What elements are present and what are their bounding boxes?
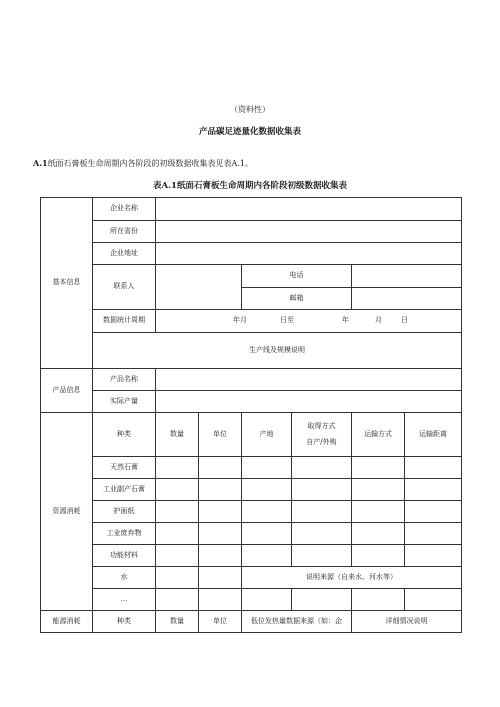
- header-unit: 单位: [199, 413, 242, 457]
- field-email[interactable]: [352, 288, 462, 310]
- energy-header-source: 低位发热量数据来源（如：企: [242, 611, 352, 633]
- label-company-name: 企业名称: [93, 198, 156, 221]
- energy-header-unit: 单位: [199, 611, 242, 633]
- field-period[interactable]: [156, 310, 462, 333]
- table-row: [41, 479, 462, 501]
- field-contact[interactable]: [156, 265, 242, 310]
- label-product-name: 产品名称: [93, 369, 156, 391]
- resource-item-label: 护面纸: [93, 501, 156, 523]
- table-title: 表A.1纸面石膏板生命周期内各阶段初级数据收集表: [153, 181, 347, 191]
- intro-prefix: A.1: [33, 158, 48, 168]
- appendix-label: （资料性）: [230, 105, 270, 114]
- period-day: 日: [401, 316, 408, 324]
- row-energy-header: [41, 611, 462, 633]
- section-energy: 能源消耗: [41, 611, 93, 633]
- energy-header-detail: 详细情况说明: [352, 611, 462, 633]
- resource-item-label: 工业副产石膏: [93, 479, 156, 501]
- header-quantity: 数量: [156, 413, 199, 457]
- resource-water-label: 水: [93, 567, 156, 589]
- section-basic-info: 基本信息: [41, 198, 93, 369]
- table-row: [41, 545, 462, 567]
- row-period: [41, 310, 462, 333]
- label-email: 邮箱: [242, 288, 352, 310]
- field-company-name[interactable]: [156, 198, 462, 221]
- field-address[interactable]: [156, 243, 462, 265]
- table-row: [41, 501, 462, 523]
- field-phone[interactable]: [352, 265, 462, 288]
- header-distance: 运输距离: [405, 413, 462, 457]
- row-contact-phone: [41, 265, 462, 288]
- row-line-desc: [41, 333, 462, 369]
- label-period: 数据统计周期: [93, 310, 156, 333]
- label-line-desc: 生产线及规模说明: [93, 333, 462, 369]
- row-ellipsis: [41, 589, 462, 611]
- section-product-info: 产品信息: [41, 369, 93, 413]
- resource-ellipsis: ...: [93, 589, 156, 611]
- period-year: 年: [342, 316, 349, 324]
- document-title: 产品碳足迹量化数据收集表: [198, 127, 301, 137]
- row-resource-header: [41, 413, 462, 457]
- field-product-name[interactable]: [156, 369, 462, 391]
- label-actual-output: 实际产量: [93, 391, 156, 413]
- label-phone: 电话: [242, 265, 352, 288]
- row-product-name: [41, 369, 462, 391]
- field-actual-output[interactable]: [156, 391, 462, 413]
- row-company-name: [41, 198, 462, 221]
- section-resource: 资源消耗: [41, 413, 93, 611]
- label-address: 企业地址: [93, 243, 156, 265]
- header-method-line1: 取得方式: [307, 422, 336, 431]
- header-method-line2: 自产/外购: [306, 437, 337, 446]
- field-province[interactable]: [156, 221, 462, 243]
- resource-item-label: 天然石膏: [93, 457, 156, 479]
- table-row: [41, 457, 462, 479]
- water-source-note[interactable]: 说明来源（自来水、河水等）: [242, 567, 462, 589]
- row-water: [41, 567, 462, 589]
- row-province: [41, 221, 462, 243]
- resource-item-label: 功能材料: [93, 545, 156, 567]
- period-mid: 日至: [280, 316, 294, 324]
- resource-item-label: 工业废弃物: [93, 523, 156, 545]
- intro-text: 纸面石膏板生命周期内各阶段的初级数据收集表见表A.1。: [47, 159, 253, 168]
- row-actual-output: [41, 391, 462, 413]
- energy-header-kind: 种类: [93, 611, 156, 633]
- label-province: 所在省份: [93, 221, 156, 243]
- header-transport: 运输方式: [352, 413, 405, 457]
- energy-header-quantity: 数量: [156, 611, 199, 633]
- header-method: [292, 413, 352, 457]
- data-collection-table: [40, 197, 462, 633]
- period-month: 月: [375, 316, 382, 324]
- table-row: [41, 523, 462, 545]
- header-origin: 产地: [242, 413, 292, 457]
- row-address: [41, 243, 462, 265]
- header-kind: 种类: [93, 413, 156, 457]
- label-contact: 联系人: [93, 265, 156, 310]
- period-from: 年月: [233, 316, 247, 324]
- intro-paragraph: [33, 158, 253, 169]
